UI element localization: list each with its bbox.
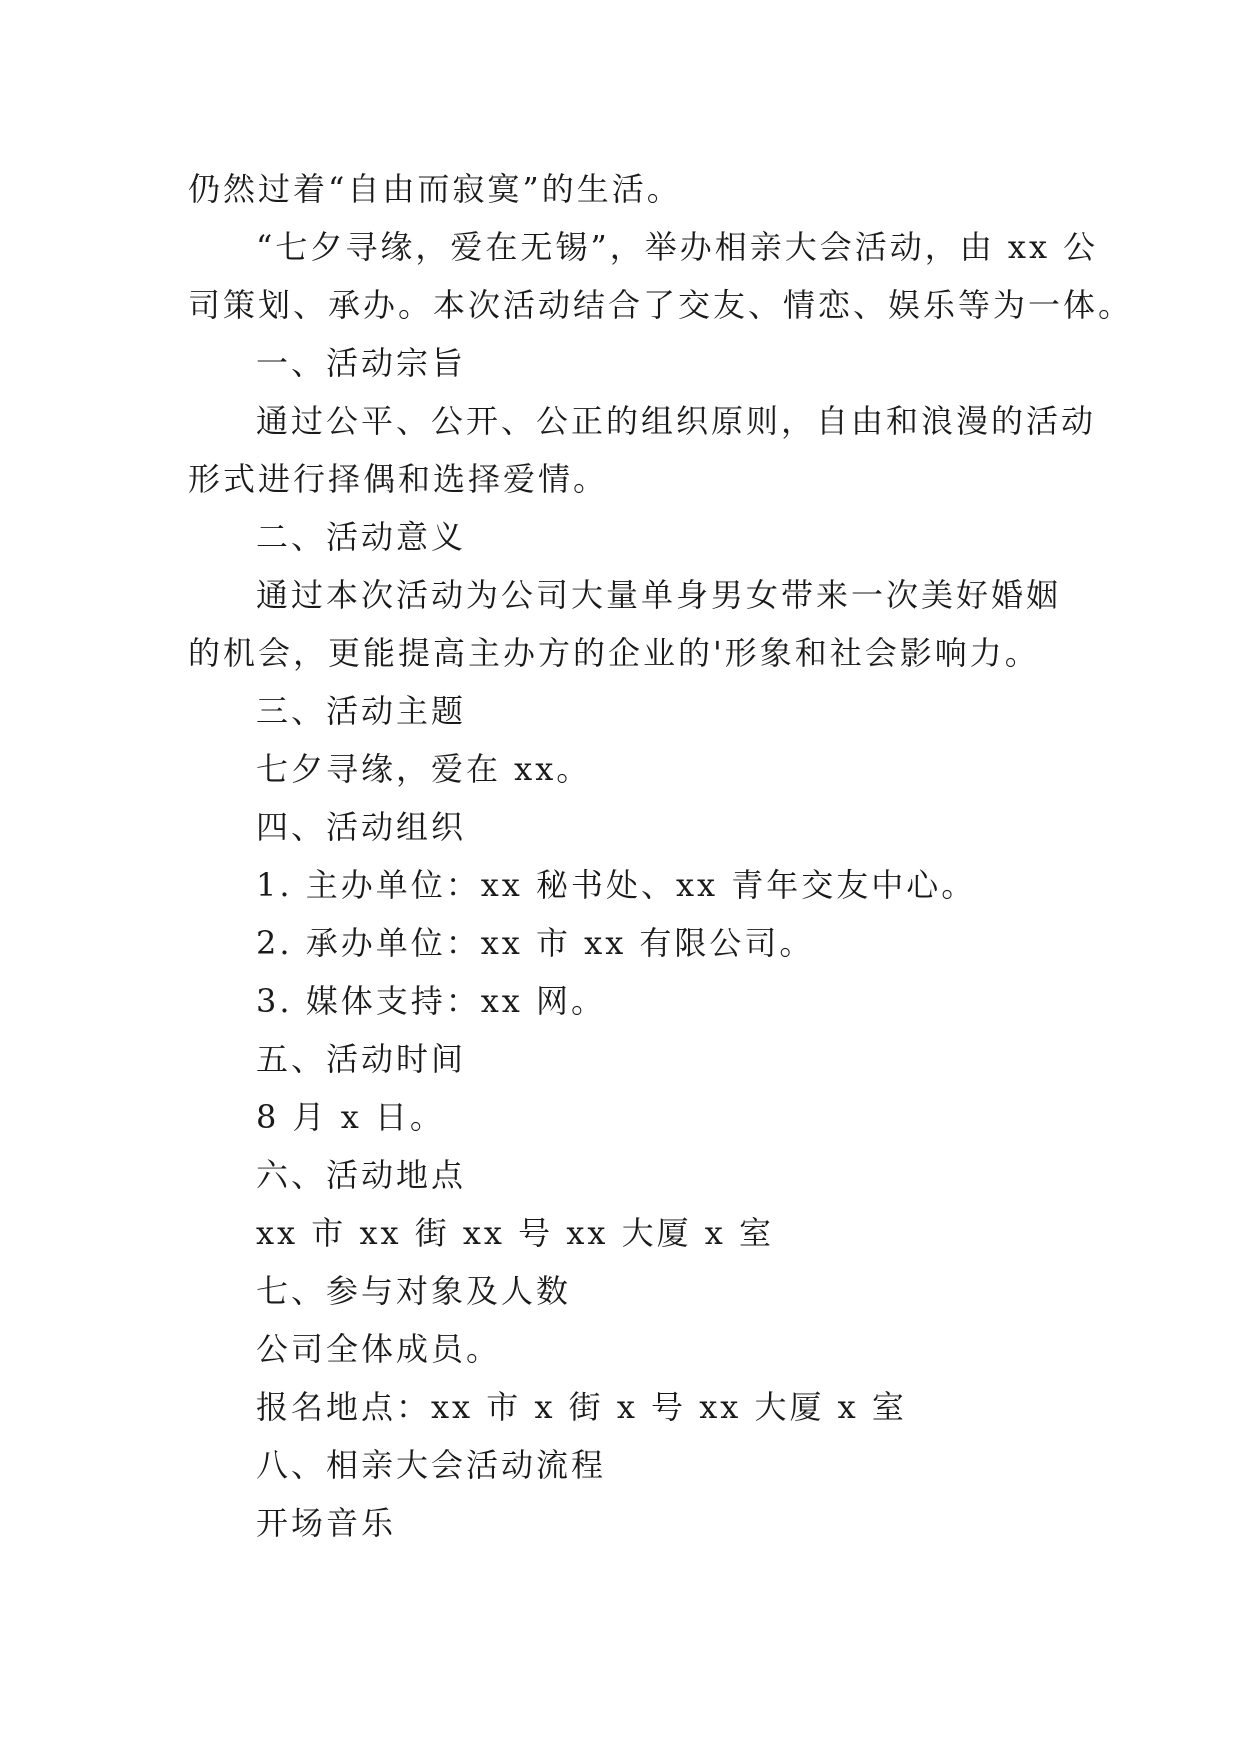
paragraph-line: 8 月 x 日。 (256, 1098, 445, 1136)
section-heading: 二、活动意义 (256, 518, 467, 556)
paragraph-line: “七夕寻缘，爱在无锡”，举办相亲大会活动，由 xx 公 (256, 228, 1099, 266)
paragraph-line: 公司全体成员。 (256, 1330, 502, 1368)
section-heading: 四、活动组织 (256, 808, 467, 846)
section-heading: 六、活动地点 (256, 1156, 467, 1194)
paragraph-line: 通过本次活动为公司大量单身男女带来一次美好婚姻 (256, 576, 1062, 614)
list-item: 2. 承办单位：xx 市 xx 有限公司。 (256, 924, 815, 962)
section-heading: 三、活动主题 (256, 692, 467, 730)
paragraph-line: 七夕寻缘，爱在 xx。 (256, 750, 592, 788)
paragraph-line: 的机会，更能提高主办方的企业的'形象和社会影响力。 (188, 634, 1040, 672)
paragraph-line: 形式进行择偶和选择爱情。 (188, 460, 609, 498)
paragraph-line: xx 市 xx 街 xx 号 xx 大厦 x 室 (256, 1214, 774, 1252)
list-item: 1. 主办单位：xx 秘书处、xx 青年交友中心。 (256, 866, 977, 904)
paragraph-line: 司策划、承办。本次活动结合了交友、情恋、娱乐等为一体。 (188, 286, 1134, 324)
paragraph-line: 通过公平、公开、公正的组织原则，自由和浪漫的活动 (256, 402, 1097, 440)
paragraph-line: 报名地点：xx 市 x 街 x 号 xx 大厦 x 室 (256, 1388, 907, 1426)
section-heading: 八、相亲大会活动流程 (256, 1446, 607, 1484)
section-heading: 一、活动宗旨 (256, 344, 467, 382)
list-item: 3. 媒体支持：xx 网。 (256, 982, 606, 1020)
paragraph-line: 开场音乐 (256, 1504, 397, 1542)
document-body (188, 160, 1134, 1552)
section-heading: 五、活动时间 (256, 1040, 467, 1078)
section-heading: 七、参与对象及人数 (256, 1272, 572, 1310)
paragraph-line: 仍然过着“自由而寂寞”的生活。 (188, 170, 682, 208)
